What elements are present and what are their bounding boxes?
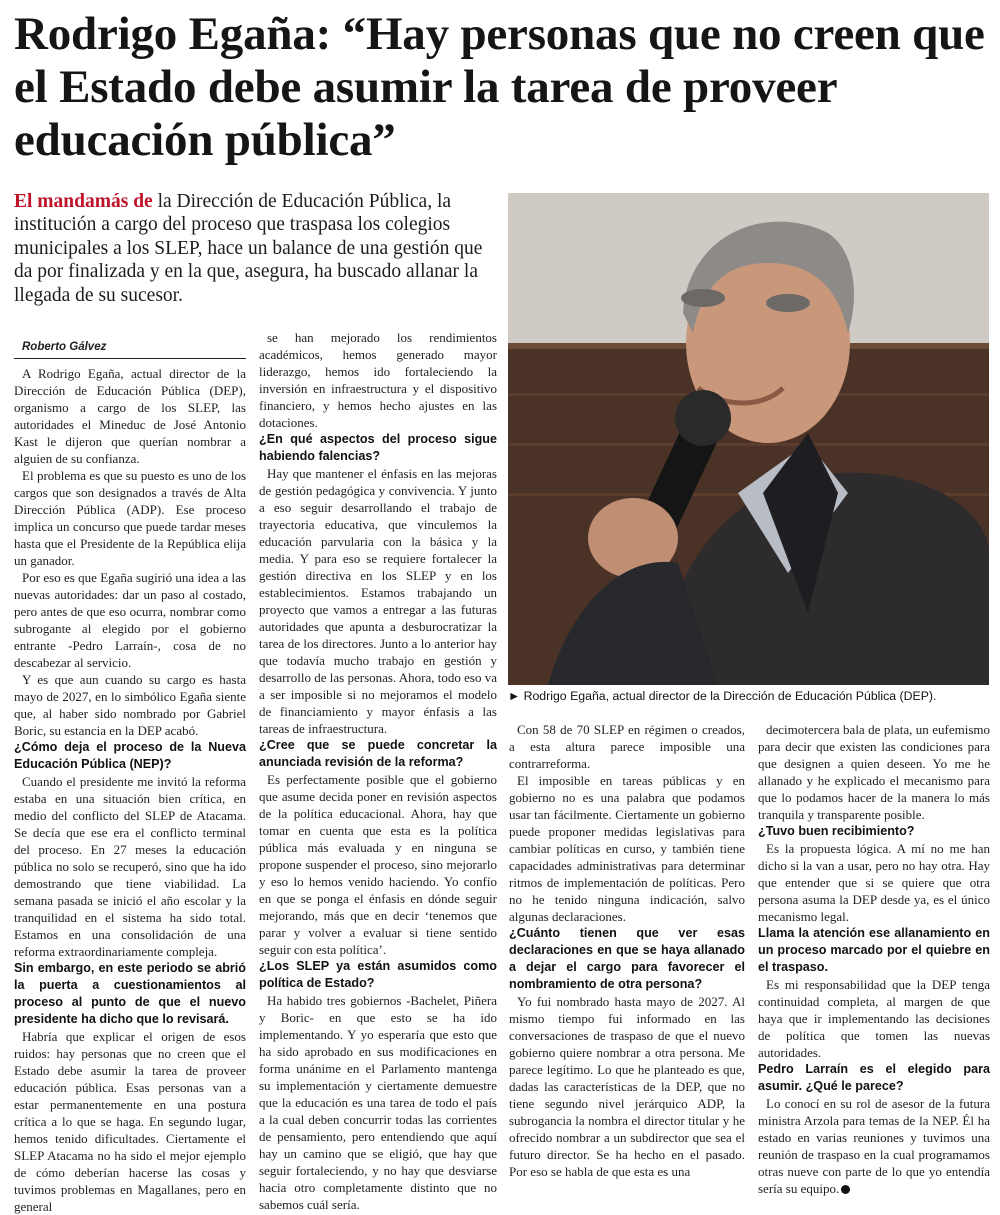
body-paragraph: Yo fui nombrado hasta mayo de 2027. Al mismo tiempo fui informado en las conversaciones de traspaso de que el nuevo gobierno quiere nombrar a otra persona. Me parece legítimo. Lo que he planteado es que, dadas las características de la DEP, que no tiene segundo nivel jerárquico ADP, la subrogancia la nombra el director titular y he ofrecido nombrar a un subdirector que sea el futuro director. Se ha hecho en el pasado. Por eso se habla de que esta es una (509, 994, 745, 1179)
lede-text: la Dirección de Educación Pública, la institución a cargo del proceso que traspasa los colegios municipales a los SLEP, hace un balance de una gestión que da por finalizada y en la que, asegura, ha buscado allanar la llegada de su sucesor. (14, 191, 483, 306)
body-paragraph: A Rodrigo Egaña, actual director de la Dirección de Educación Pública (DEP), organismo a cargo de los SLEP, las autoridades el Mineduc de José Antonio Kast le dijeron que querían nombrar a alguien de su confianza. (14, 366, 246, 466)
body-paragraph: Lo conocí en su rol de asesor de la futura ministra Arzola para temas de la NEP. Él ha estado en varias reuniones y tuvimos una reunión de traspaso en la cual programamos otras nueve con parte de lo que yo entendía sería su equipo. (758, 1096, 990, 1196)
body-paragraph: Y es que aun cuando su cargo es hasta mayo de 2027, en lo simbólico Egaña siente que, al haber sido nombrado por Gabriel Boric, su estancia en la DEP acabó. (14, 672, 246, 738)
body-paragraph: Ha habido tres gobiernos -Bachelet, Piñera y Boric- en que esto se ha ido implementando. Y yo esperaría que esto que ha sido aprobado en sus modificaciones en forma unánime en el Parlamento mantenga su implementación y ciertamente demuestre que la educación es una tarea de todo el país a la cual deben concurrir todas las corrientes de pensamiento, pero entendiendo que aquí hay un camino que se eligió, que hay que seguir fortaleciendo, y no hay que desviarse hacia otro completamente distinto que no sabemos cuál sería. (259, 993, 497, 1212)
interview-question: ¿Cuánto tienen que ver esas declaraciones en que se haya allanado a dejar el cargo para favorecer el nombramiento de otra persona? (509, 926, 745, 991)
body-paragraph: El imposible en tareas públicas y en gobierno no es una palabra que podamos usar tan fácilmente. Ciertamente un gobierno puede proponer medidas legislativas para cambiar políticas en curso, y también tiene capacidades administrativas para determinar ritmos de implementación de políticas. Pero no he tenido ninguna indicación, salvo algunas declaraciones. (509, 773, 745, 924)
body-paragraph: Por eso es que Egaña sugirió una idea a las nuevas autoridades: dar un paso al costado, pero antes de que eso ocurra, nombrar como subrogante al elegido por el gobierno entrante -Pedro Larraín-, cosa de no descabezar al servicio. (14, 570, 246, 670)
body-paragraph: Habría que explicar el origen de esos ruidos: hay personas que no creen que el Estado debe asumir la tarea de proveer educación pública. Esas personas van a estar permanentemente en una postura crítica a lo que se haga. En segundo lugar, hemos tenido dificultades. Ciertamente el SLEP Atacama no ha sido el mejor ejemplo de cómo deberían hacerse las cosas y tuvimos problemas en Magallanes, pero en general (14, 1029, 246, 1214)
end-of-article-mark (841, 1185, 850, 1194)
body-paragraph: Es mi responsabilidad que la DEP tenga continuidad completa, al margen de que haya que ir implementando las decisiones de política que tomen las nuevas autoridades. (758, 977, 990, 1060)
body-paragraph: se han mejorado los rendimientos académicos, hemos generado mayor liderazgo, hemos ido fortaleciendo la inversión en infraestructura y el dispositivo financiero, y hemos hecho ajustes en las dotaciones. (259, 330, 497, 430)
lede-kicker: El mandamás de (14, 191, 153, 212)
interview-question: ¿Los SLEP ya están asumidos como política de Estado? (259, 959, 497, 990)
article-column-3 (509, 721, 745, 1179)
article-column-4 (758, 721, 990, 1196)
body-paragraph: Es perfectamente posible que el gobierno que asume decida poner en revisión aspectos de la política educacional. Ahora, hay que tomar en cuenta que esta es la política pública más evaluada y en ninguna se propone suspender el proceso, sino mejorarlo y eso lo hemos venido haciendo. Yo confío en que se ponga el énfasis en dónde seguir mejorando, más que en decir ‘tenemos que parar y volver a evaluar si tiene sentido seguir con esta política’. (259, 772, 497, 957)
article-column-2 (259, 329, 497, 1212)
interview-question: ¿En qué aspectos del proceso sigue habiendo falencias? (259, 432, 497, 463)
byline: Roberto Gálvez (14, 340, 246, 359)
body-paragraph: Cuando el presidente me invitó la reforma estaba en una situación bien crítica, en medio del conflicto del SLEP de Atacama. Se decía que ese era el conflicto terminal del proceso. En 27 meses la educación pública no solo se recuperó, sino que ha ido demostrando que tiene viabilidad. La semana pasada se inició el año escolar y la tranquilidad en el sistema ha sido total. Estamos en una consolidación de una reforma extraordinariamente compleja. (14, 774, 246, 959)
body-paragraph: Es la propuesta lógica. A mí no me han dicho si la van a usar, pero no hay otra. Hay que entender que si se quiere que otra persona asuma la DEP desde ya, es el único mecanismo legal. (758, 841, 990, 924)
photo-caption: ► Rodrigo Egaña, actual director de la Dirección de Educación Pública (DEP). (508, 689, 937, 703)
body-paragraph: Con 58 de 70 SLEP en régimen o creados, a esta altura parece imposible una contrarreforma. (509, 722, 745, 771)
article-column-1 (14, 340, 246, 1214)
interview-question: Llama la atención ese allanamiento en un proceso marcado por el quiebre en el traspaso. (758, 926, 990, 974)
interview-question: Pedro Larraín es el elegido para asumir. ¿Qué le parece? (758, 1062, 990, 1093)
body-paragraph: Hay que mantener el énfasis en las mejoras de gestión pedagógica y convivencia. Y junto a eso seguir desarrollando el trabajo de trayectoria educativa, que vinculemos la educación parvularia con la básica y la media. Y para eso se requiere fortalecer la gestión directiva en los SLEP y en los establecimientos. Estamos trabajando un proyecto que vamos a entregar a las futuras autoridades que apunta a desburocratizar la tarea de los directores. Junto a lo anterior hay que todavía mucho trabajo en gestión y desarrollo de las personas. Ahora, todo eso va a ser imposible si no mejoramos el modelo de financiamiento y mayor énfasis a las tareas de infraestructura. (259, 466, 497, 736)
article-headline: Rodrigo Egaña: “Hay personas que no creen que el Estado debe asumir la tarea de proveer educación pública” (14, 8, 985, 166)
article-photo (508, 193, 989, 685)
body-paragraph: decimotercera bala de plata, un eufemismo para decir que existen las condiciones para que designen a quien deseen. Yo me he allanado y he explicado el mecanismo para que lo podamos hacer de la manera lo más tranquila y transparente posible. (758, 722, 990, 822)
interview-question: Sin embargo, en este periodo se abrió la puerta a cuestionamientos al proceso al punto de que el nuevo presidente ha dicho que lo revisará. (14, 961, 246, 1026)
body-paragraph: El problema es que su puesto es uno de los cargos que son designados a través de Alta Dirección Pública (ADP). Ese proceso implica un concurso que puede tardar meses hasta que el Presidente de la República elija un ganador. (14, 468, 246, 568)
interview-question: ¿Tuvo buen recibimiento? (758, 824, 915, 838)
interview-question: ¿Cómo deja el proceso de la Nueva Educación Pública (NEP)? (14, 740, 246, 771)
article-lede (14, 190, 500, 307)
interview-question: ¿Cree que se puede concretar la anunciada revisión de la reforma? (259, 738, 497, 769)
portrait-illustration (508, 193, 989, 685)
